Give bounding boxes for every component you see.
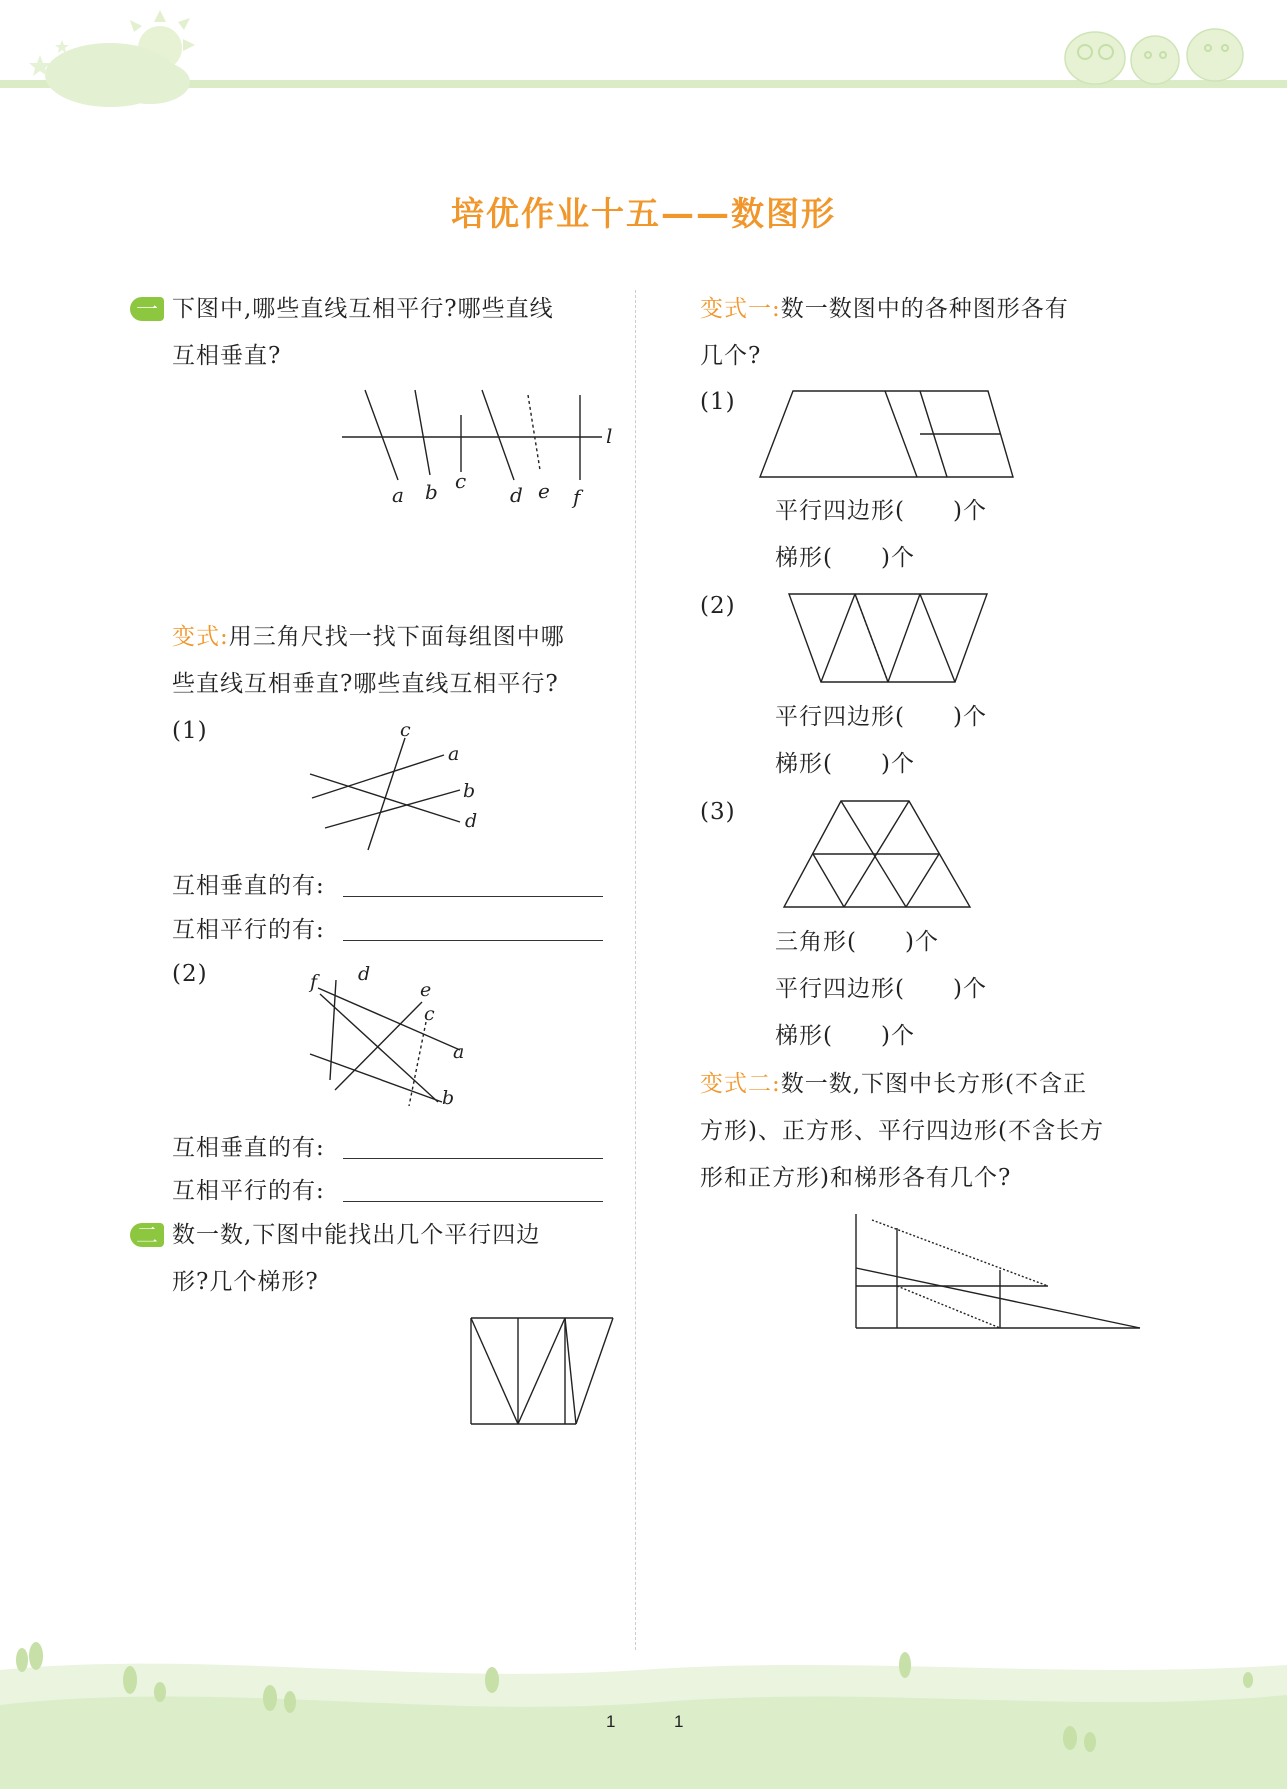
variant-text1: 用三角尺找一找下面每组图中哪 [228,624,565,650]
footer-decoration [0,1630,1287,1789]
fig2-perp-answer[interactable] [343,1158,603,1159]
fig2-label-e: e [420,979,432,1001]
line-label-c: c [455,469,467,493]
q2-figure [465,1312,625,1428]
fig1-perp-label: 互相垂直的有: [172,873,325,899]
v1-p2-trap: 梯形( )个 [775,751,915,777]
page-number-right: 1 [674,1712,684,1731]
v1-p3-tri: 三角形( )个 [775,929,939,955]
variant-part2-label: (2) [172,961,208,987]
fig2-label-c: c [424,1003,435,1025]
v1-tag: 变式一: [700,296,781,322]
v2-line3: 形和正方形)和梯形各有几个? [700,1165,1012,1191]
fig1-label-d: d [465,810,478,832]
line-label-a: a [392,483,404,507]
v1-part1-label: (1) [700,389,736,415]
page-title: 培优作业十五——数图形 [451,194,836,233]
fig1-para-label: 互相平行的有: [172,917,325,943]
v1-figure-2 [785,590,995,686]
line-label-b: b [425,480,438,504]
v1-text1: 数一数图中的各种图形各有 [780,296,1069,322]
fig1-para-answer[interactable] [343,940,603,941]
v1-p1-trap: 梯形( )个 [775,545,915,571]
v1-part2-label: (2) [700,593,736,619]
fig2-perp-label: 互相垂直的有: [172,1135,325,1161]
v1-line2: 几个? [700,343,762,369]
fig1-perp-answer[interactable] [343,896,603,897]
v1-figure-1 [755,385,1025,485]
fig2-para-label: 互相平行的有: [172,1178,325,1204]
fig2-label-b: b [442,1087,455,1109]
v1-p3-para: 平行四边形( )个 [775,976,987,1002]
column-divider [635,290,636,1650]
v1-p3-trap: 梯形( )个 [775,1023,915,1049]
line-label-f: f [573,485,581,509]
fig1-label-c: c [400,720,411,741]
v1-p1-para: 平行四边形( )个 [775,498,987,524]
v1-line1 [700,292,1069,326]
q1-line1: 下图中,哪些直线互相平行?哪些直线 [172,296,554,322]
variant-line2: 些直线互相垂直?哪些直线互相平行? [172,671,559,697]
variant-line1 [172,620,565,654]
v2-figure [850,1210,1145,1332]
header-decoration [0,0,1287,120]
fig1-label-b: b [463,780,476,802]
fig2-label-a: a [453,1041,465,1063]
section-badge-2: 二 [130,1223,164,1247]
q1-line2: 互相垂直? [172,343,282,369]
line-label-d: d [510,483,523,507]
fig2-para-answer[interactable] [343,1201,603,1202]
section-badge-1: 一 [130,297,164,321]
v2-text1: 数一数,下图中长方形(不含正 [780,1071,1088,1097]
line-label-l: l [606,424,613,448]
fig2-label-d: d [358,963,371,985]
fig2-label-f: f [310,971,318,993]
page-number-left: 1 [606,1712,616,1731]
variant-tag: 变式: [172,624,229,650]
q1-lines-figure [330,380,630,520]
line-label-e: e [538,479,550,503]
v2-line1 [700,1067,1087,1101]
v2-tag: 变式二: [700,1071,781,1097]
v1-p2-para: 平行四边形( )个 [775,704,987,730]
v2-line2: 方形)、正方形、平行四边形(不含长方 [700,1118,1104,1144]
q2-line1: 数一数,下图中能找出几个平行四边 [172,1222,541,1248]
v1-figure-3 [780,797,980,912]
v1-part3-label: (3) [700,799,736,825]
variant-figure-1 [300,720,500,860]
fig1-label-a: a [448,743,460,765]
variant-part1-label: (1) [172,718,208,744]
variant-figure-2 [300,958,500,1118]
q2-line2: 形?几个梯形? [172,1269,319,1295]
